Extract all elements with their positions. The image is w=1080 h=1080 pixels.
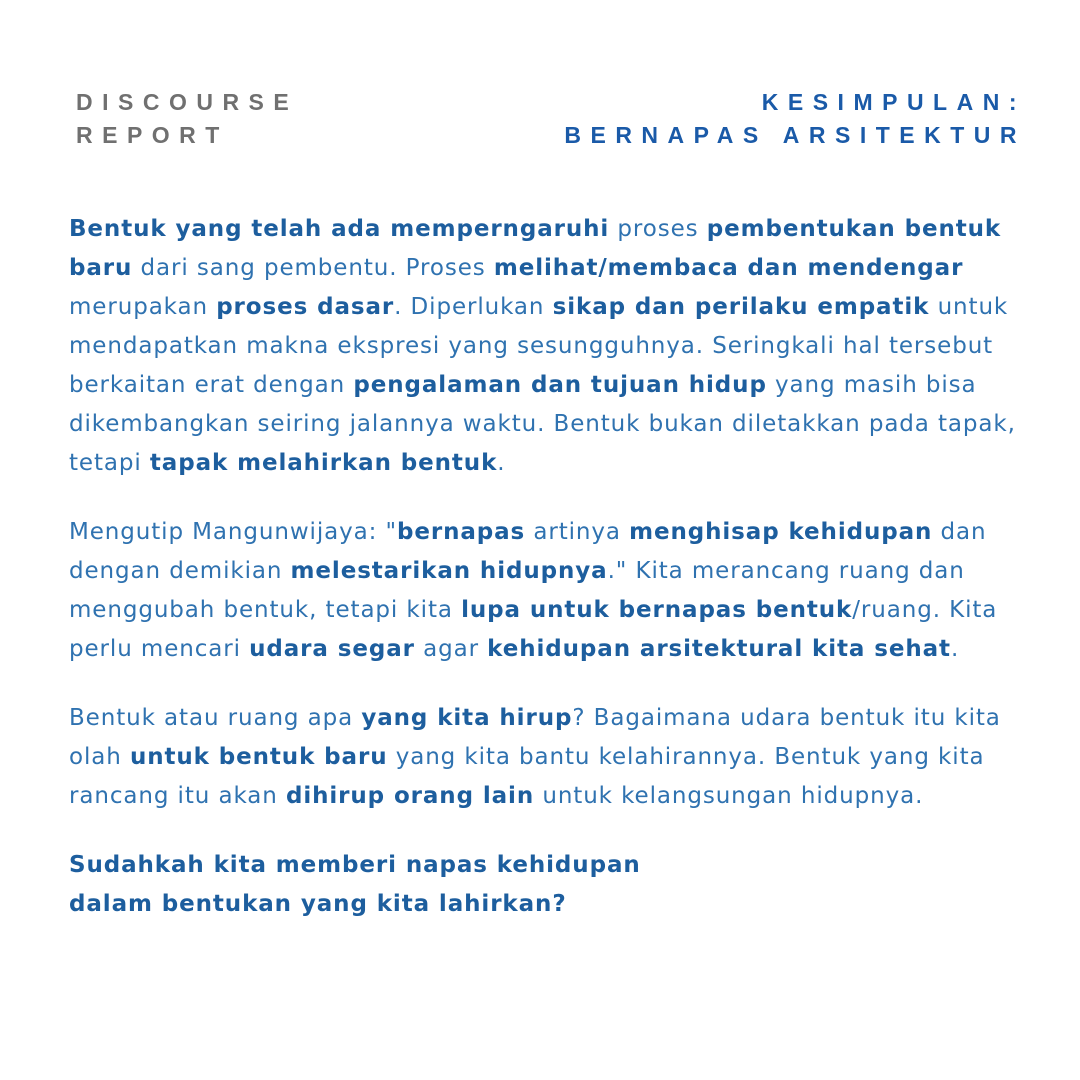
body-text-run: dari sang pembentu. Proses	[132, 255, 494, 281]
emphasis-text: pembentukan bentuk baru	[69, 216, 1002, 281]
emphasis-text: melestarikan hidupnya	[290, 558, 608, 584]
emphasis-text: Bentuk yang telah ada memperngaruhi	[69, 216, 610, 242]
body-text-run: proses	[609, 216, 707, 242]
paragraph	[69, 210, 1029, 483]
body-text-run: agar	[414, 636, 488, 662]
body-text-run: merupakan	[69, 294, 217, 320]
emphasis-text: proses dasar	[216, 294, 395, 320]
report-label-line2: REPORT	[76, 122, 229, 148]
body-text-run: artinya	[525, 519, 630, 545]
emphasis-text: bernapas	[396, 519, 526, 545]
report-label-line1: DISCOURSE	[76, 89, 299, 115]
section-title	[564, 86, 1026, 152]
body-text-run: yang kita bantu kelahirannya. Bentuk yang kita rancang itu akan	[69, 744, 985, 809]
body-text-run: .	[950, 636, 960, 662]
paragraph	[69, 699, 1029, 816]
emphasis-text: dihirup orang lain	[285, 783, 535, 809]
body-text-run: /ruang. Kita perlu mencari	[69, 597, 998, 662]
body-text-run: ." Kita merancang ruang dan menggubah bentuk, tetapi kita	[69, 558, 965, 623]
paragraph	[69, 513, 1029, 669]
body-text-run: untuk kelangsungan hidupnya.	[534, 783, 924, 809]
body-text-run: yang masih bisa dikembangkan seiring jalannya waktu. Bentuk bukan diletakkan pada tapak, tetapi	[69, 372, 1016, 476]
emphasis-text: pengalaman dan tujuan hidup	[353, 372, 767, 398]
body-text	[69, 210, 1029, 924]
body-text-run: Mengutip Mangunwijaya: "	[69, 519, 397, 545]
closing-line2: dalam bentukan yang kita lahirkan?	[69, 891, 567, 917]
emphasis-text: kehidupan arsitektural kita sehat	[487, 636, 951, 662]
emphasis-text: untuk bentuk baru	[129, 744, 388, 770]
section-title-line1: KESIMPULAN:	[761, 89, 1026, 115]
body-text-run: Bentuk atau ruang apa	[69, 705, 362, 731]
emphasis-text: sikap dan perilaku empatik	[552, 294, 930, 320]
closing-line1: Sudahkah kita memberi napas kehidupan	[69, 852, 641, 878]
body-text-run: untuk mendapatkan makna ekspresi yang sesungguhnya. Seringkali hal tersebut berkaitan erat dengan	[69, 294, 1009, 398]
emphasis-text: lupa untuk bernapas bentuk	[461, 597, 853, 623]
body-text-run: dan dengan demikian	[69, 519, 987, 584]
report-label	[76, 86, 298, 152]
closing-question	[69, 846, 1029, 924]
body-text-run: .	[497, 450, 506, 476]
section-title-line2: BERNAPAS ARSITEKTUR	[564, 122, 1026, 148]
emphasis-text: menghisap kehidupan	[629, 519, 933, 545]
emphasis-text: yang kita hirup	[361, 705, 573, 731]
emphasis-text: melihat/membaca dan mendengar	[493, 255, 964, 281]
body-text-run: . Diperlukan	[394, 294, 553, 320]
emphasis-text: udara segar	[249, 636, 415, 662]
body-text-run: ? Bagaimana udara bentuk itu kita olah	[69, 705, 1001, 770]
emphasis-text: tapak melahirkan bentuk	[149, 450, 498, 476]
